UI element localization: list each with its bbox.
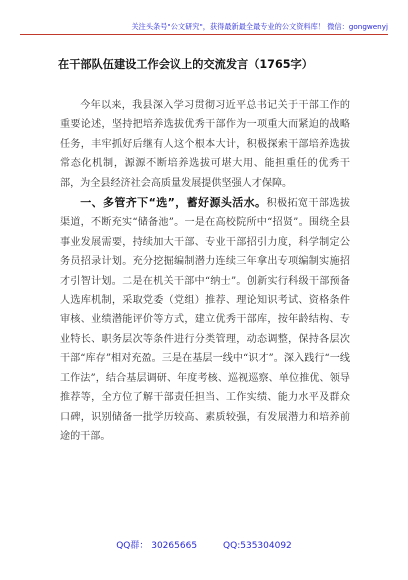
section-heading-1: 一、多管齐下“选”，蓄好源头活水。 bbox=[80, 196, 267, 210]
qq-group-number: QQ群： 30265665 bbox=[116, 541, 198, 551]
footer-contact bbox=[0, 538, 408, 551]
document-title: 在干部队伍建设工作会议上的交流发言（1765字） bbox=[58, 58, 313, 71]
qq-number: QQ:535304092 bbox=[223, 541, 292, 551]
section-1-text: 积极拓宽干部选拔渠道，不断充实“储备池”。一是在高校院所中“招贤”。围绕全县事业发展需要，持续加大干部、专业干部招引力度，科学制定公务员招录计划。充分挖掘编制潜力连续三年拿出专项编制实施招才引智计划。二是在机关干部中“纳士”。创新实行科级干部预备人选库机制，采取党委（党组）推荐、理论知识考试、资格条件审核、业绩潜能评价等方式，建立优秀干部库，按年龄结构、专业特长、职务层次等条件进行分类管理，动态调整，保持各层次干部“库存”相对充盈。三是在基层一线中“识才”。深入践行“一线工作法”，结合基层调研、年度考核、巡视巡察、单位推优、领导推荐等，全方位了解干部责任担当、工作实绩、能力水平及群众口碑，识别储备一批学历较高、素质较强，有发展潜力和培养前途的干部。 bbox=[60, 198, 351, 442]
paragraph-section-1 bbox=[60, 193, 350, 446]
header-banner: 关注头条号"公文研究"，获得最新最全最专业的公文资料库！ 微信：gongwenyj bbox=[131, 22, 388, 31]
document-body bbox=[60, 96, 350, 446]
header-divider bbox=[20, 34, 388, 35]
paragraph-intro: 今年以来，我县深入学习贯彻习近平总书记关于干部工作的重要论述，坚持把培养选拔优秀干部作为一项重大而紧迫的战略任务，丰牢抓好后继有人这个根本大计，积极探索干部培养选拔常态化机制，源源不断培养选拔可堪大用、能担重任的优秀干部，为全县经济社会高质量发展提供坚强人才保障。 bbox=[60, 100, 350, 189]
